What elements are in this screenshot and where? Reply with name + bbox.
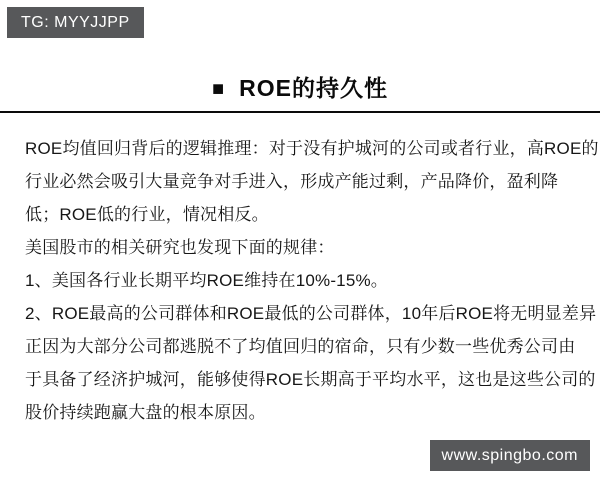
paragraph-logic — [25, 132, 599, 231]
text-line: 美国股市的相关研究也发现下面的规律： — [25, 238, 335, 257]
text-line: 股价持续跑赢大盘的根本原因。 — [25, 403, 266, 422]
website-watermark-badge: www.spingbo.com — [430, 440, 590, 471]
text-line: 1、美国各行业长期平均ROE维持在10%-15%。 — [25, 271, 389, 290]
list-item-2 — [25, 297, 597, 330]
paragraph-conclusion — [25, 330, 596, 429]
page-title-text: ROE的持久性 — [239, 75, 388, 101]
text-line: 于具备了经济护城河，能够使得ROE长期高于平均水平，这也是这些公司的 — [25, 370, 596, 389]
text-line: 2、ROE最高的公司群体和ROE最低的公司群体，10年后ROE将无明显差异 — [25, 304, 597, 323]
telegram-watermark-badge: TG: MYYJJPP — [7, 7, 144, 38]
text-line: 行业必然会吸引大量竞争对手进入，形成产能过剩，产品降价，盈利降 — [25, 172, 559, 191]
list-item-1 — [25, 264, 586, 297]
square-bullet-icon: ■ — [212, 78, 226, 100]
text-line: ROE均值回归背后的逻辑推理：对于没有护城河的公司或者行业，高ROE的 — [25, 139, 599, 158]
body-text — [25, 132, 599, 429]
title-divider-line — [0, 111, 600, 113]
page-title — [0, 70, 600, 103]
text-line: 低；ROE低的行业，情况相反。 — [25, 205, 269, 224]
text-line: 正因为大部分公司都逃脱不了均值回归的宿命，只有少数一些优秀公司由 — [25, 337, 576, 356]
paragraph-us-market-intro — [25, 231, 586, 264]
